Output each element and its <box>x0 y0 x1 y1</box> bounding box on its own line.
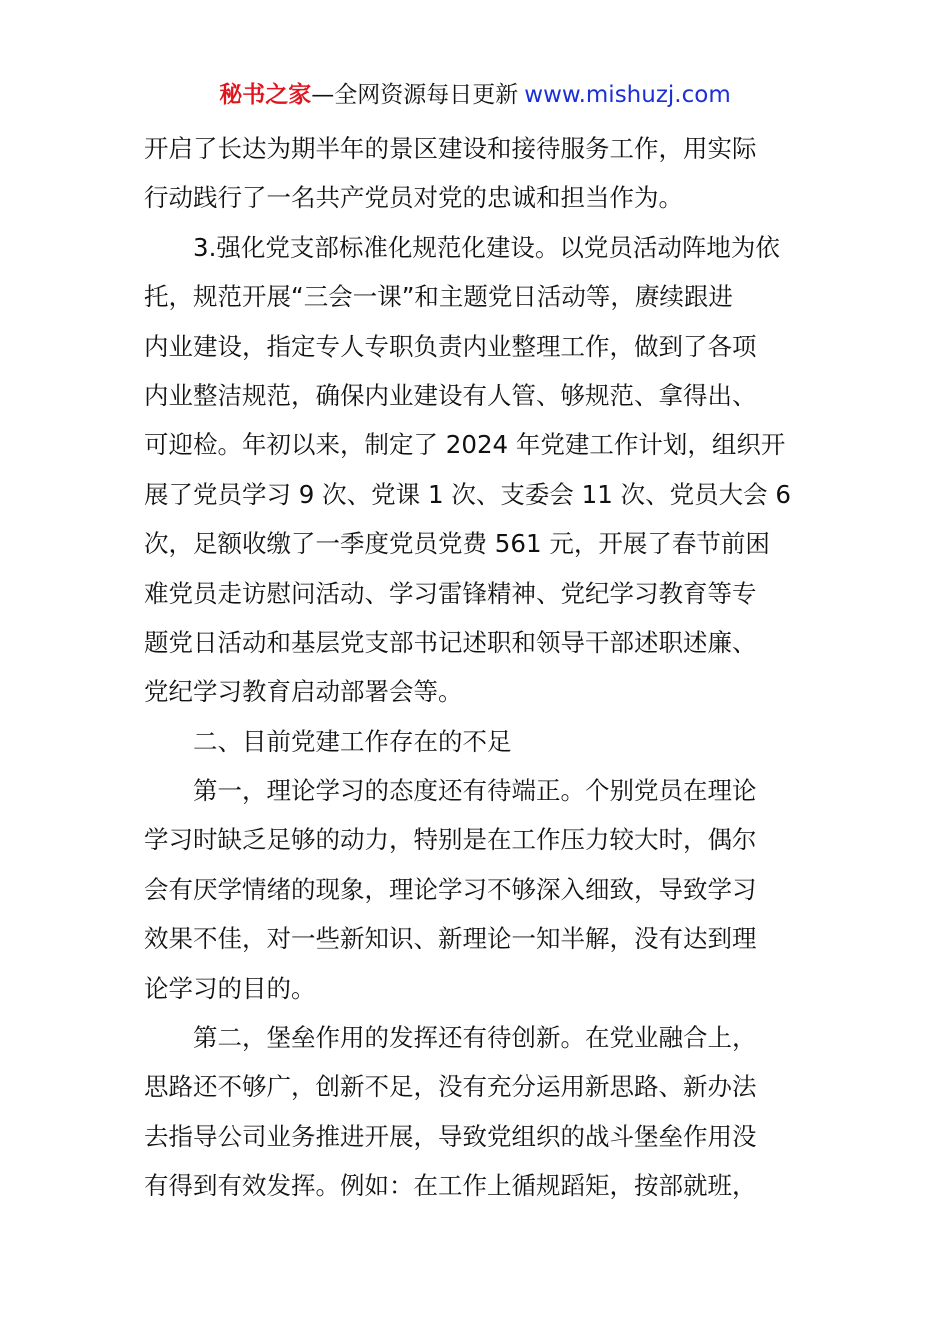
text-line: 去指导公司业务推进开展，导致党组织的战斗堡垒作用没 <box>144 1121 757 1151</box>
text-line: 内业整洁规范，确保内业建设有人管、够规范、拿得出、 <box>144 380 757 410</box>
text-line: 论学习的目的。 <box>144 973 316 1003</box>
text-line: 开启了长达为期半年的景区建设和接待服务工作，用实际 <box>144 134 757 163</box>
text-line: 效果不佳，对一些新知识、新理论一知半解，没有达到理 <box>144 924 757 954</box>
site-url-link[interactable]: www.mishuzj.com <box>524 82 731 108</box>
text-line: 次，足额收缴了一季度党员党费 561 元，开展了春节前困 <box>144 529 770 559</box>
text-line: 可迎检。年初以来，制定了 2024 年党建工作计划，组织开 <box>144 430 786 460</box>
section-heading: 二、目前党建工作存在的不足 <box>193 726 512 756</box>
text-line: 难党员走访慰问活动、学习雷锋精神、党纪学习教育等专 <box>144 578 757 608</box>
text-line: 思路还不够广，创新不足，没有充分运用新思路、新办法 <box>144 1072 757 1102</box>
text-line: 内业建设，指定专人专职负责内业整理工作，做到了各项 <box>144 331 757 361</box>
site-brand: 秘书之家 <box>219 82 312 108</box>
text-line: 学习时缺乏足够的动力，特别是在工作压力较大时，偶尔 <box>144 825 757 855</box>
paragraph-start: 第二，堡垒作用的发挥还有待创新。在党业融合上， <box>193 1023 757 1053</box>
paragraph-start: 3.强化党支部标准化规范化建设。以党员活动阵地为依 <box>193 232 780 262</box>
document-body <box>144 124 808 1211</box>
text-line: 党纪学习教育启动部署会等。 <box>144 677 463 707</box>
text-line: 托，规范开展“三会一课”和主题党日活动等，赓续跟进 <box>144 282 733 312</box>
text-line: 展了党员学习 9 次、党课 1 次、支委会 11 次、党员大会 6 <box>144 479 791 509</box>
text-line: 会有厌学情绪的现象，理论学习不够深入细致，导致学习 <box>144 874 757 904</box>
paragraph-start: 第一，理论学习的态度还有待端正。个别党员在理论 <box>193 776 757 806</box>
text-line: 行动践行了一名共产党员对党的忠诚和担当作为。 <box>144 183 683 213</box>
site-header <box>0 78 950 112</box>
site-tagline: —全网资源每日更新 <box>311 82 519 108</box>
text-line: 题党日活动和基层党支部书记述职和领导干部述职述廉、 <box>144 627 757 657</box>
text-line: 有得到有效发挥。例如：在工作上循规蹈矩，按部就班， <box>144 1171 757 1201</box>
